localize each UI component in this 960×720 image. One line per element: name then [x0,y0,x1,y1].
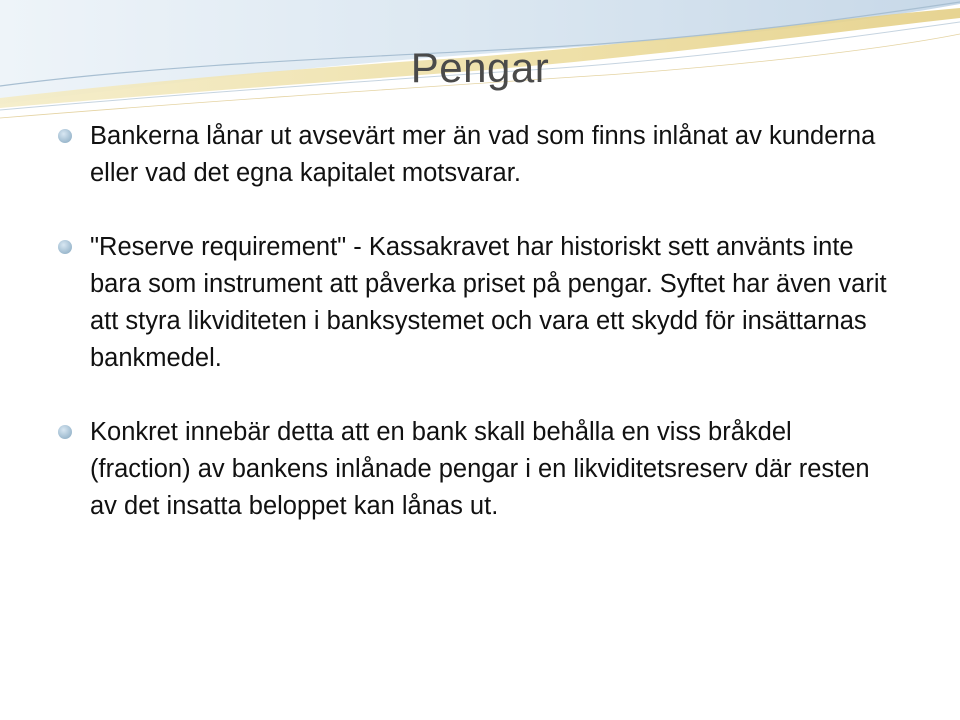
bullet-item-2 [55,229,895,377]
bullet-list [55,118,895,525]
bullet-dot-icon [58,425,72,439]
bullet-dot-icon [58,240,72,254]
bullet-dot-icon [58,129,72,143]
bullet-item-1 [55,118,895,192]
bullet-text: "Reserve requirement" - Kassakravet har historiskt sett använts inte bara som instrument att påverka priset på pengar. Syftet har även varit att styra likviditeten i banksystemet och vara ett skydd för insättarnas bankmedel. [90,233,887,372]
bullet-text: Konkret innebär detta att en bank skall behålla en viss bråkdel (fraction) av bankens inlånade pengar i en likviditetsreserv där resten av det insatta beloppet kan lånas ut. [90,418,870,520]
bullet-item-3 [55,414,895,525]
bullet-text: Bankerna lånar ut avsevärt mer än vad som finns inlånat av kunderna eller vad det egna kapitalet motsvarar. [90,122,876,187]
slide-title: Pengar [410,44,550,91]
